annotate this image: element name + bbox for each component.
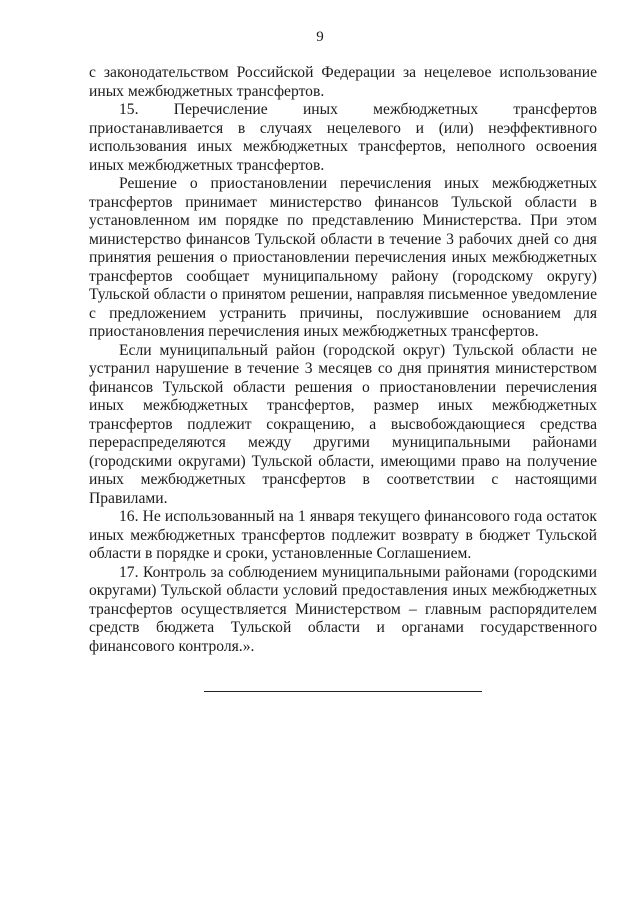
paragraph-item-15: 15. Перечисление иных межбюджетных трансфертов приостанавливается в случаях нецелевого и (или) неэффективного использования иных межбюджетных трансфертов, неполного освоения иных межбюджетных трансфертов. xyxy=(89,101,597,174)
end-separator-line xyxy=(204,691,482,692)
paragraph-suspension-decision: Решение о приостановлении перечисления иных межбюджетных трансфертов принимает министерство финансов Тульской области в установленном им порядке по представлению Министерства. При этом министерство финансов Тульской области в течение 3 рабочих дней со дня принятия решения о приостановлении перечисления иных межбюджетных трансфертов сообщает муниципальному району (городскому округу) Тульской области о принятом решении, направляя письменное уведомление с предложением устранить причины, послужившие основанием для приостановления перечисления иных межбюджетных трансфертов. xyxy=(89,175,597,340)
paragraph-item-16: 16. Не использованный на 1 января текущего финансового года остаток иных межбюджетных трансфертов подлежит возврату в бюджет Тульской области в порядке и сроки, установленные Соглашением. xyxy=(89,508,597,562)
paragraph-reduction: Если муниципальный район (городской округ) Тульской области не устранил нарушение в течение 3 месяцев со дня принятия министерством финансов Тульской области решения о приостановлении перечисления иных межбюджетных трансфертов, размер иных межбюджетных трансфертов подлежит сокращению, а высвобождающиеся средства перераспределяются между другими муниципальными районами (городскими округами) Тульской области, имеющими право на получение иных межбюджетных трансфертов в соответствии с настоящими Правилами. xyxy=(89,341,597,507)
paragraph-continuation: с законодательством Российской Федерации за нецелевое использование иных межбюджетных трансфертов. xyxy=(89,64,597,100)
document-body xyxy=(89,64,597,656)
page-number: 9 xyxy=(316,29,324,45)
paragraph-item-17: 17. Контроль за соблюдением муниципальными районами (городскими округами) Тульской области условий предоставления иных межбюджетных трансфертов осуществляется Министерством – главным распорядителем средств бюджета Тульской области и органами государственного финансового контроля.». xyxy=(89,563,597,655)
